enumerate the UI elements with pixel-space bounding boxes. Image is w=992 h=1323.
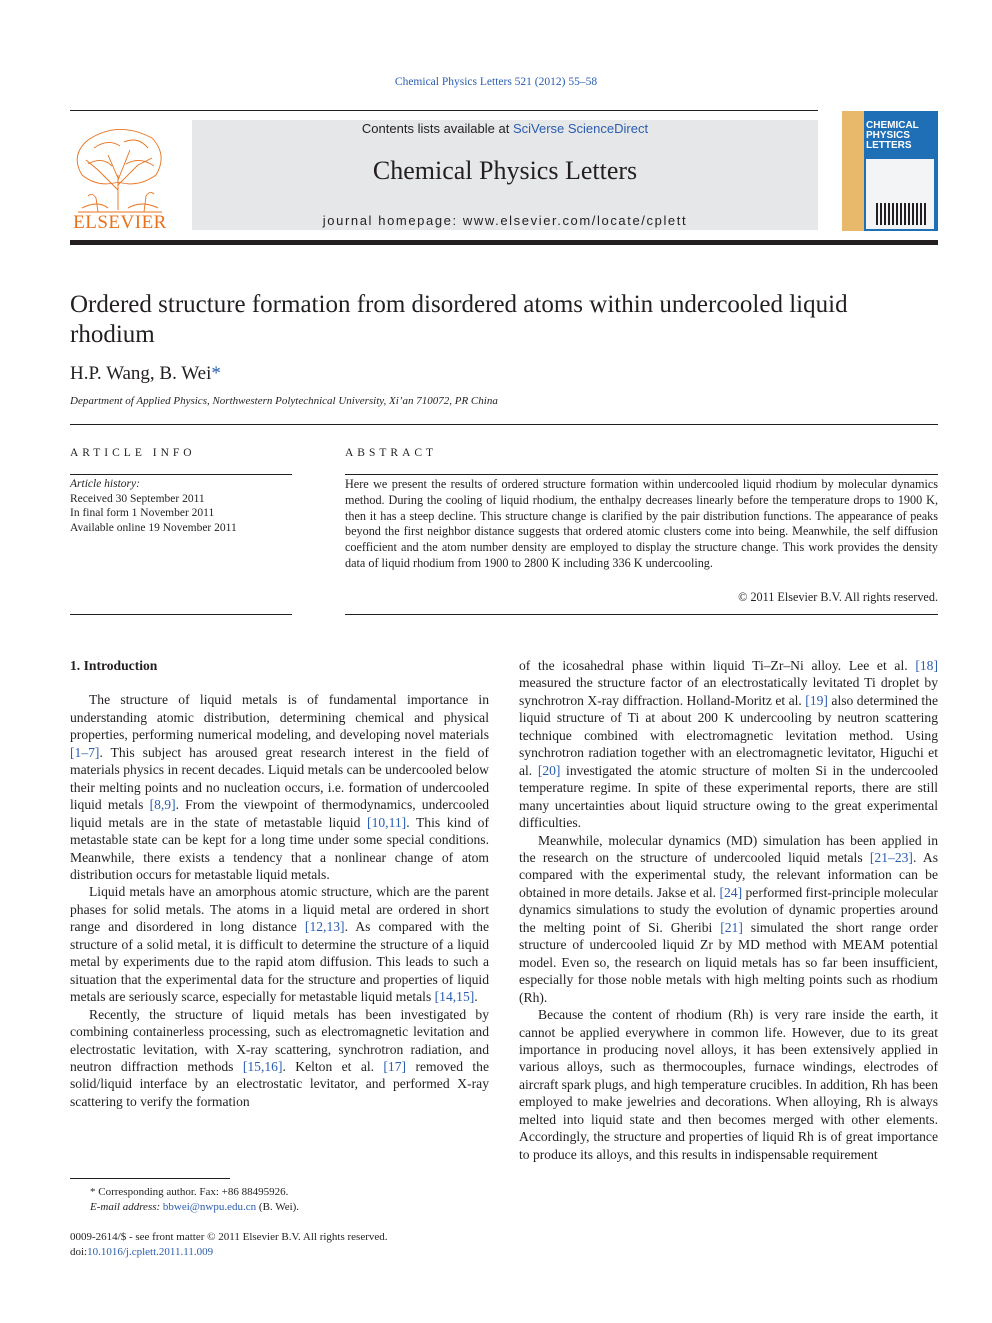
paragraph-text: . As compared with the experimental study, the relevant information can be obtained in more details. Jakse et al. [519, 849, 938, 900]
abstract-text: Here we present the results of ordered structure formation within undercooled liquid rhodium by molecular dynamics method. During the cooling of liquid rhodium, the enthalpy decreases linearly before the temperature drops to 1900 K, then it has a steep decline. This structure change is clarified by the pair distribution functions. The appearance of peaks beyond the first neighbor distance suggests that ordered atomic clusters come into being. Meanwhile, the self diffusion coefficient and the atom number density are employed to display the structure change. This work provides the density data of liquid rhodium from 1900 to 2800 K including 336 K undercooling. [345, 477, 938, 570]
authors: H.P. Wang, B. Wei [70, 363, 212, 384]
received-date: Received 30 September 2011 [70, 492, 205, 505]
reference-link[interactable]: [12,13] [304, 919, 345, 935]
paragraph-text: . This subject has aroused great research interest in the field of materials physics in recent decades. Liquid metals can be undercooled below their melting points and no nucleation occurs, i.e. formation of undercooled liquid metals [70, 744, 489, 813]
reference-link[interactable]: [20] [537, 762, 561, 778]
cover-graphic [876, 201, 928, 225]
reference-link[interactable]: [24] [719, 884, 743, 900]
paragraph-text: simulated the short range order structure of undercooled liquid Zr by MD method with MEAM potential model. Even so, the research on liquid metals has so far been insufficient, especially for those noble metals with high melting points such as rhodium (Rh). [519, 919, 938, 1005]
paragraph [519, 657, 938, 832]
article-history [70, 477, 237, 536]
article-info-rule-bottom [70, 614, 292, 615]
paragraph-text: . This kind of metastable state can be kept for a long time under some special conditions. Meanwhile, there exists a tendency that a nonlinear change of atom distribution occurs for metastable liquid metals. [70, 814, 489, 882]
journal-name: Chemical Physics Letters [372, 156, 638, 185]
section-rule [70, 424, 938, 425]
paragraph [519, 1006, 938, 1163]
paragraph-text: performed first-principle molecular dynamics simulations to study the evolution of dynamic properties around the melting point of Si. Gheribi [519, 884, 939, 935]
paragraph-text: . From the viewpoint of thermodynamics, undercooled liquid metals are in the state of metastable liquid [70, 797, 489, 830]
abstract-heading: ABSTRACT [345, 447, 438, 459]
copyright-notice: © 2011 Elsevier B.V. All rights reserved. [738, 590, 938, 604]
section-heading: 1. Introduction [70, 658, 158, 673]
paragraph [70, 883, 489, 1005]
journal-citation[interactable]: Chemical Physics Letters 521 (2012) 55–58 [394, 76, 598, 88]
reference-link[interactable]: [18] [915, 658, 938, 673]
paragraph [70, 691, 489, 883]
paragraph-text: Liquid metals have an amorphous atomic structure, which are the parent phases for solid metals. The atoms in a liquid metal are ordered in short range and disordered in long distance [70, 884, 489, 935]
cover-title-line: PHYSICS [866, 130, 910, 141]
abstract-rule-bottom [345, 614, 938, 615]
reference-link[interactable]: [1–7] [70, 744, 100, 760]
footnote-rule [70, 1178, 230, 1179]
author-list [70, 363, 221, 385]
online-date: Available online 19 November 2011 [70, 522, 237, 535]
history-label: Article history: [70, 478, 140, 490]
paragraph [519, 832, 938, 1007]
corresponding-author-text: Corresponding author. Fax: +86 88495926. [98, 1186, 289, 1198]
paragraph [70, 1006, 489, 1111]
corresponding-author-note [70, 1185, 489, 1200]
paragraph-text: Because the content of rhodium (Rh) is very rare inside the earth, it cannot be applied everywhere in common life. However, due to its great importance in producing novel alloys, it has been extensively applied in various alloys, such as thermocouples, furnace windings, electrodes of aircraft spark plugs, and high temperature crucibles. In addition, Rh has been employed to make jewelries and decorations. When alloying, Rh is always melted into liquid state and then becomes merged with other elements. Accordingly, the structure and properties of liquid Rh is of great importance to produce its alloys, and this results in indispensable requirement [519, 1007, 939, 1162]
reference-link[interactable]: [17] [383, 1058, 407, 1074]
doi-label: doi: [70, 1246, 88, 1258]
paragraph-text: . As compared with the structure of a solid metal, it is difficult to determine the structure of a liquid metal by experiments due to the rapid atom diffusion. This leads to such a situation that the experimental data for the structure and properties of liquid metals are seriously scarce, especially for metastable liquid metals [70, 919, 489, 1005]
email-note [70, 1200, 489, 1215]
contents-line [192, 121, 818, 136]
article-title: Ordered structure formation from disordered atoms within undercooled liquid rhodium [70, 291, 848, 348]
paragraph-text: removed the solid/liquid interface by an electrostatic levitator, and performed X-ray scattering to verify the formation [70, 1058, 489, 1109]
header-thick-rule [70, 240, 938, 245]
elsevier-logo-text: ELSEVIER [73, 212, 167, 233]
issn-line: 0009-2614/$ - see front matter © 2011 Elsevier B.V. All rights reserved. [70, 1231, 388, 1243]
reference-link[interactable]: [15,16] [242, 1058, 283, 1074]
reference-link[interactable]: [10,11] [367, 814, 407, 830]
final-form-date: In final form 1 November 2011 [70, 507, 215, 520]
header-rule [70, 110, 818, 111]
email-suffix: (B. Wei). [256, 1201, 300, 1213]
reference-link[interactable]: [21] [720, 919, 743, 935]
abstract-rule [345, 474, 938, 475]
cover-title [866, 121, 919, 151]
paragraph-text: also determined the liquid structure of Ti at about 200 K undercooling by neutron scattering technique combined with electromagnetic levitation method. Using synchrotron radiation together with an electromagnetic levitator, Higuchi et al. [519, 692, 938, 778]
reference-link[interactable]: [8,9] [149, 797, 176, 813]
journal-cover-image[interactable] [842, 111, 938, 231]
journal-homepage[interactable]: journal homepage: www.elsevier.com/locate/cplett [322, 213, 688, 228]
footnote [70, 1185, 489, 1215]
doi-link[interactable]: 10.1016/j.cplett.2011.11.009 [87, 1246, 214, 1258]
author-affiliation: Department of Applied Physics, Northwestern Polytechnical University, Xi’an 710072, PR China [70, 395, 498, 407]
cover-side-band [842, 111, 864, 231]
paragraph-text: . [474, 989, 478, 1005]
reference-link[interactable]: [19] [805, 692, 828, 708]
paragraph-text: of the icosahedral phase within liquid Ti–Zr–Ni alloy. Lee et al. [519, 658, 916, 673]
doi-line [70, 1245, 388, 1260]
article-info-rule [70, 474, 292, 475]
article-info-heading: ARTICLE INFO [70, 447, 196, 459]
front-matter [70, 1230, 388, 1260]
cover-title-line: CHEMICAL [866, 120, 919, 131]
paragraph-text: . Kelton et al. [282, 1058, 384, 1074]
paragraph-text: Meanwhile, molecular dynamics (MD) simulation has been applied in the research on the structure of undercooled liquid metals [519, 832, 938, 865]
paragraph-text: The structure of liquid metals is of fundamental importance in understanding atomic distribution, determining chemical and physical properties, performing numerical modeling, and developing novel materials [70, 692, 489, 743]
email-link[interactable]: bbwei@nwpu.edu.cn [162, 1201, 257, 1213]
email-label: E-mail address: [90, 1201, 161, 1213]
body-column-left [70, 657, 489, 1110]
corresponding-author-mark[interactable]: * [211, 363, 221, 384]
contents-prefix: Contents lists available at [361, 121, 513, 136]
paragraph-text: investigated the atomic structure of molten Si in the undercooled temperature regime. In spite of these experimental reports, there are still many uncertainties about liquid structure owing to the great experimental difficulties. [519, 762, 939, 831]
paragraph-text: measured the structure factor of an electrostatically levitated Ti droplet by synchrotron X-ray diffraction. Holland-Moritz et al. [519, 675, 938, 708]
reference-link[interactable]: [14,15] [434, 989, 475, 1005]
cover-title-line: LETTERS [866, 140, 912, 151]
reference-link[interactable]: [21–23] [869, 849, 913, 865]
sciencedirect-link[interactable]: SciVerse ScienceDirect [512, 121, 649, 136]
footnote-mark: * [90, 1186, 96, 1198]
paragraph-text: Recently, the structure of liquid metals has been investigated by combining containerless processing, such as electromagnetic levitation and electrostatic levitation, with X-ray scattering, synchrotron radiation, and neutron diffraction methods [70, 1006, 489, 1074]
body-column-right [519, 657, 938, 1163]
